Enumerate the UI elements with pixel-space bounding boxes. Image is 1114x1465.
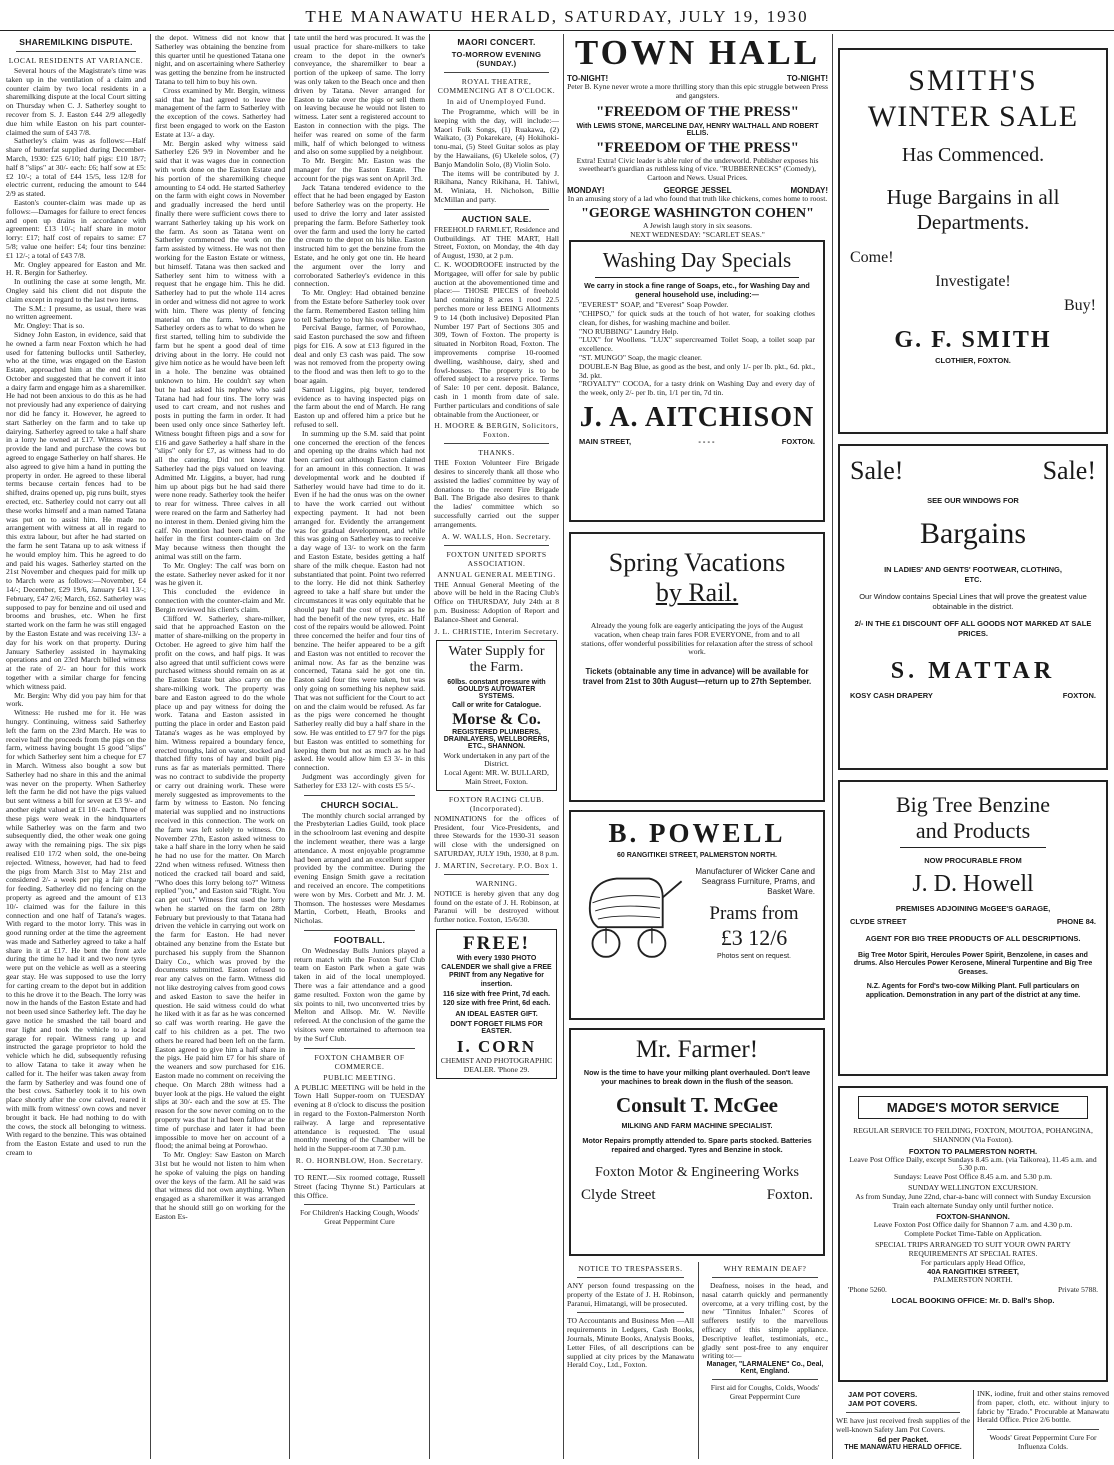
bigtree-agent: AGENT FOR BIG TREE PRODUCTS OF ALL DESCRIPTIONS. [865,934,1081,943]
film-title: "FREEDOM OF THE PRESS" [596,103,799,120]
pram-illustration [579,867,687,963]
ink-text: INK, iodine, fruit and other stains removed from paper, cloth, etc. without injury to fabric by "Erado." Procurable at Manawatu Herald Office. Price 2/6 bottle. [977,1389,1109,1425]
madge-timetable: Complete Pocket Time-Table on Application. [904,1229,1042,1239]
washing-street: MAIN STREET, [579,436,632,446]
article-paragraph: Mr. Bergin asked why witness said Satherley £26 9/9 in November and he said that it was wages due in connection with work done on the Easton Estate and his portion of the sharemilking cheque amounting to £4 odd. He started Satherley on the farm with eight cows in November and gradually increased the herd until finally there were sufficient cows there to warrant Satherley taking up his work on the farm. As soon as Tatana went on Satherley commenced the work on the farm assisted by witness. He was not then working for the Easton Estate or witness, but himself. Tatana was then sacked and Satherley sent him to witness with a request that he engage him. This he did. Satherley had to put the whole 114 acres in order and witness did not agree to work with him. There was plenty of fencing material on the farm. Witness gave Satherley orders as to what to do when he first started, telling him to subdivide the farm but he spent a good deal of time driving about in the lorry. He could not give him notice as he would have been left in a hole. The benzine was obtained unknown to him. He couldn't say when but he had asked his nephew who said Tatana had had four tins. The lorry was used to cart cream, and not rushes and posts in putting the farm in order. It had been used only once since Satherley left. Witness bought fifteen pigs and a sow for £16 and gave Satherley a half share in the "slips" only for £7, as witness had to do all the catering. Did not know that Satherley had the pigs valued on leaving. Admitted Mr. Liggins, a buyer, had rung him up about pigs but he had said there were none ready. Satherley took the heifer to rear for witness. Three calves in all were reared on the farm and Satherley had no interest in them. Denied giving him the calf. No mention had been made of the heifer in the first counter-claim on 3rd May because witness then thought the animal was still on the farm. [155,138,285,562]
farmer-title: Mr. Farmer! [635,1036,759,1063]
film-cohen-sub: A Jewish laugh story in six seasons. [642,220,753,230]
auction-details: C. K. WOODROOFE instructed by the Mortgagee, will offer for sale by public auction at the abovementioned time and place:— THOSE PIECES of freehold land containing 8 acres 1 rood 22.5 perches more or less BEING Allotments 9 to 14 (both inclusive) Deposited Plan Number 197 Part of Sections 305 and 309, Town of Foxton. The property is situated in Norbiton Road, Foxton. The improvements comprise 10-roomed dwelling, washhouse, dairy, shed and fowl-houses. The property is to be offered subject to a reserve price. Terms of Sale: 10 per cent. deposit. Balance, cash in 1 month from date of sale. Further particulars and conditions of sale obtainable from the Auctioneer, or [434,259,559,419]
accountants-text: TO Accountants and Business Men —All requirements in Ledgers, Cash Books, Journals, Minute Books, Analysis Books, Letter Files, of all descriptions can be supplied at city prices by the Manawatu Herald Coy., Ltd., Foxton. [567,1316,694,1370]
washing-item: "LUX" for Woollens. "LUX" supercreamed Toilet Soap, a toilet soap par excellence. [579,335,815,354]
jam-text: WE have just received fresh supplies of the well-known Safety Jam Pot Covers. [836,1416,970,1434]
auction-summary: FREEHOLD FARMLET, Residence and Outbuildings. AT THE MART, Hall Street, Foxton, on Monday, the 4th day of August, 1930, at 2 p.m. [434,224,559,261]
bigtree-premises: PREMISES ADJOINING McGEE'S GARAGE, [895,904,1051,913]
madge-special: SPECIAL TRIPS ARRANGED TO SUIT YOUR OWN PARTY REQUIREMENTS AT SPECIAL RATES. [875,1239,1071,1258]
column-5 [567,34,828,1459]
madge-office: 40A RANGITIKEI STREET, [927,1267,1019,1277]
mattar-sale-ad [838,444,1108,770]
article-paragraph: This concluded the evidence in connection with the counter-claim and Mr. Bergin reviewed his client's claim. [155,587,285,614]
bigtree-title: Big Tree Benzine [896,792,1050,817]
madge-leave3: Leave Foxton Post Office daily for Shannon 7 a.m. and 4.30 p.m. [873,1220,1073,1230]
article-paragraph: Mr. Ongley: That is so. [14,321,85,331]
column-rule [832,34,833,1459]
free-brand: I. CORN [456,1037,537,1057]
water-plumbers: REGISTERED PLUMBERS, DRAINLAYERS, WELLBORERS, ETC., SHANNON. [443,728,550,750]
washing-dashes: - - - - [698,436,715,446]
column-3 [294,34,425,1459]
spring-title-rail: by Rail. [655,578,739,607]
free-print-ad [436,929,557,1079]
smith-winter-sale: WINTER SALE [867,100,1079,133]
powell-address: 60 RANGITIKEI STREET, PALMERSTON NORTH. [617,852,777,859]
thanks-text: THE Foxton Volunteer Fire Brigade desires to sincerely thank all those who assisted the ladies' committee by way of donations to the recent Fire Brigade Ball. The Brigade also desires to thank the ladies' committee which so successfully carried out the supper arrangements. [434,458,559,529]
bigtree-phone: PHONE 84. [1056,917,1096,926]
madge-regular: REGULAR SERVICE TO FEILDING, FOXTON, MOUTOA, POHANGINA, SHANNON (Via Foxton). [853,1126,1093,1144]
deaf-text: Deafness, noises in the head, and nasal catarrh quickly and permanently overcome, at a very trifling cost, by the new "Tinnitus Inhaler." Scores of sufferers testify to the marvellous efficacy of this simple appliance. Descriptive leaflet, testimonials, etc., gladly sent post-free to any enquirer writing to:— [702,1281,828,1361]
column-4 [434,34,559,1459]
column-rule [289,34,290,1459]
washing-item: "NO RUBBING" Laundry Help. [579,326,679,336]
powell-prams: Prams from [709,903,799,924]
town-hall-title: TOWN HALL [574,34,821,72]
powell-ad [569,810,825,1020]
film-title-cohen: "GEORGE WASHINGTON COHEN" [581,205,814,221]
jam-line1: JAM POT COVERS. [848,1390,918,1399]
column-rule [150,34,151,1459]
farmer-specialist: MILKING AND FARM MACHINE SPECIALIST. [621,1121,773,1130]
spring-vacations-ad [569,532,825,802]
madge-route2: FOXTON-SHANNON. [936,1212,1010,1222]
washing-item: "ROYALTY" COCOA, for a tasty drink on Washing Day and every day of the week, only 2/- per lb. tin, 1/1 per tin, 7d tin. [579,379,815,398]
powell-products: Manufacturer of Wicker Cane and Seagrass Furniture, Prams, and Basket Ware. [695,867,815,896]
free-gift: AN IDEAL EASTER GIFT. [455,1011,538,1019]
article-paragraph: Judgment was accordingly given for Satherley for £33 12/- with costs £5 5/-. [294,771,425,790]
article-paragraph: To Mr. Bergin: Mr. Easton was the manager for the Easton Estate. The account for the pigs was sent on April 3rd. [294,156,425,183]
article-paragraph: To Mr. Ongley: Saw Easton on March 31st but he would not listen to him when he spoke of valuing the pigs on handing over the keys of the farm. All he said was that witness did not own anything. When engaged as a sharemilker it was arranged that he should still go on working for the Easton Es- [155,1150,285,1221]
article-paragraph: Easton's counter-claim was made up as follows:—Damages for failure to erect fences and open up drains in accordance with agreement: £13 10/-; half share in motor lorry: £17; half cost of repairs to same: £7 5/8; value one heifer: £4; four tins benzine: £1 12/-; a total of £43 7/8. [6,197,146,260]
town-hall-ad [567,34,828,239]
water-title: Water Supply for the Farm. [448,643,545,675]
trespassers-heading: NOTICE TO TRESPASSERS. [578,1264,683,1273]
ink-cough: Woods' Great Peppermint Cure For Influenza Colds. [989,1433,1097,1451]
monday-right: MONDAY! [790,185,828,195]
madge-city: PALMERSTON NORTH. [933,1275,1013,1285]
article-paragraph: Mr. Bergin: Why did you pay him for that work. [6,690,146,709]
farmer-text: Now is the time to have your milking plant overhauled. Don't leave your machines to break down in the flush of the season. [583,1068,811,1086]
thanks-signature: A. W. WALLS, Hon. Secretary. [441,531,552,541]
article-paragraph: Witness: He rushed me for it. He was hungry. Continuing, witness said Satherley left the farm on the 23rd March. He was to receive half the proceeds from the pigs on the farm, witness having bought 15 good "slips" for which Satherley sent him a cheque for £7 in March. Witness also bought a sow but Satherley had no share in this and the animal was never on the property. When Satherley left the farm he did not have the pigs valued but sent witness a bill for seven at £3 9/- and another eight valued at £1 10/- each. Three of these pigs were weak in the hindquarters while Satherley was on the farm and two subsequently died, the other weak one going away with the remaining pigs. The six pigs realised £10 17/2 when sold, the one-being rejected. Witness, however, had had to feed the pigs from March 31st to May 21st and considered 2/- a week per pig a fair charge for feeding. Satherley did no fencing on the property as agreed and the amount of £13 10/- claimed was for the failure in this connection and one half of Tatana's wages. With regard to the motor lorry. This was in good running order at the time the agreement was made and Satherley agreed to take a half share in it at £17. He bent the front axle during the time he had it and two new tyres were put on the vehicle as well as a steering gear stay. He was supposed to use the lorry for carting cream to the depot but in addition to this he drove it to the Beach. The lorry was now in the hands of the Easton Estate and had not been used since Satherley left. The day he gave notice he smashed the tail board and rear light and took the vehicle to a local garage for repair. Witness rang up and instructed the garage proprietor to hold the vehicle which he did, subsequently refusing to allow Tatana to take it away when he called for it. The heifer was taken away from the farm by Satherley and was found one of the best cows. Satherley took it to his own place shortly after the cow calved, reared it with milk from witness' own cows and never brought it back. He had nothing to do with the cows, the stock all belonging to witness. With regard to the benzine. This was obtained from the Easton Estate and used to run the cream to [6,708,146,1158]
monday-star: GEORGE JESSEL [663,185,732,195]
sports-subheading: ANNUAL GENERAL MEETING. [437,569,556,579]
article-paragraph: Several hours of the Magistrate's time was taken up in the ventilation of a claim and counter claim by two local residents in a sharemilking dispute at the local Court sitting on Thursday when C. J. Satherley sought to recover from S. J. Easton £44 2/9 allegedly due him while Easton on his part counter-claimed the sum of £43 7/8. [6,66,146,137]
madge-local: LOCAL BOOKING OFFICE: Mr. D. Ball's Shop. [891,1296,1055,1306]
free-dealer: CHEMIST AND PHOTOGRAPHIC DEALER. 'Phone 29. [440,1056,553,1074]
water-supply-ad [436,640,557,791]
monday-text: In an amusing story of a lad who found that truth like chickens, comes home to roost. [567,193,828,203]
trespassers-text: ANY person found trespassing on the property of the Estate of J. H. Robinson, Paranui, Himatangi, will be prosecuted. [567,1281,694,1308]
column-2 [155,34,285,1459]
farmer-town: Foxton. [766,1187,813,1203]
church-text: The monthly church social arranged by the Presbyterian Ladies Guild, took place in the schoolroom last evening and despite the inclement weather, there was a large attendance. A most enjoyable programme had been arranged and an excellent supper provided by the committee. During the evening Ensign Smith gave a recitation and received an encore. The competitions were won by Mrs. Corbett and Mr. J. M. Thomson. The hostesses were Mesdames Martin, Corbett, Heath, Brooks and Nicholas. [294,810,425,926]
washing-title: Washing Day Specials [595,248,799,278]
film-title-repeat: "FREEDOM OF THE PRESS" [596,139,799,156]
column-rule [563,34,564,1459]
article-paragraph: To Mr. Ongley: The calf was born on the estate. Satherley never asked for it nor was he given it. [155,560,285,588]
free-films: DON'T FORGET FILMS FOR EASTER. [450,1021,543,1036]
spring-title: Spring Vacations [608,548,786,577]
water-brand: Morse & Co. [452,710,541,728]
smith-title: SMITH'S [908,64,1038,97]
farmer-repairs: Motor Repairs promptly attended to. Spare parts stocked. Batteries repaired and charged. Tyres and Benzine in stock. [582,1136,812,1154]
column-rule [429,34,430,1459]
maori-subheading: TO-MORROW EVENING (SUNDAY.) [451,50,542,68]
cough-notice: For Children's Hacking Cough, Woods' Great Peppermint Cure [299,1208,420,1227]
article-paragraph: tate until the herd was procured. It was the usual practice for share-milkers to take cream to the depot in the owner's conveyance, the sharemilker to bear a portion of the upkeep of same. The lorry was only taken to the Beach once and then driven by Tatana. Never arranged for Easton to take over the pigs or sell them on leaving because he would not listen to witness. Later sent a registered account to Easton in connection with the pigs. The heifer was reared on some of the farm milk, half of which belonged to witness and also on some supplied by a neighbour. [294,34,425,157]
article-paragraph: Satherley's claim was as follows:—Half share of butterfat supplied during December-March, 1930: £25 6/10; half pigs: £10 18/7; half 8 "slips" at 30/- each: £6; half sow at £5: £2 10/-; a total of £44 15/5, less 12/8 for electric current, reducing the amount to £44 2/9 as stated. [6,136,146,199]
jam-price: 6d per Packet. [877,1434,929,1444]
smith-commenced: Has Commenced. [901,144,1045,166]
deaf-cough: First aid for Coughs, Colds, Woods' Great Peppermint Cure [710,1383,820,1401]
spring-tickets: Tickets (obtainable any time in advance) will be available for travel from 21st to 30th August—return up to 27th September. [582,667,812,686]
free-size-120: 120 size with free Print, 6d each. [442,999,551,1007]
football-heading: FOOTBALL. [333,934,386,945]
madge-leave1: Leave Post Office Daily, except Sundays 8.45 a.m. (via Taikorea), 11.45 a.m. and 5.30 p.m. [849,1154,1097,1173]
jam-pot-ad [836,1390,970,1451]
sale-discount: 2/- IN THE £1 DISCOUNT OFF ALL GOODS NOT MARKED AT SALE PRICES. [854,619,1092,638]
bigtree-street: CLYDE STREET [850,917,907,926]
rent-notice: TO RENT.—Six roomed cottage, Russell Street (facing Thynne St.) Particulars at this Office. [294,1173,425,1200]
sports-text: THE Annual General Meeting of the above will be held in the Racing Club's Office on THURSDAY, July 24th at 8 p.m. Business: Adoption of Report and Balance-Sheet and General. [434,579,559,624]
chamber-heading: FOXTON CHAMBER OF COMMERCE. [314,1052,405,1071]
auction-signature: H. MOORE & BERGIN, Solicitors, Foxton. [434,421,559,440]
washing-item: "CHIPSO," for quick suds at the touch of hot water, for soaking clothes clean, for dishes, for washing machine and boiler. [579,308,815,327]
washing-intro: We carry in stock a fine range of Soaps, etc., for Washing Day and general household use, including:— [584,281,810,299]
smith-come: Come! [850,249,894,266]
smith-brand: G. F. SMITH [894,327,1052,353]
washing-day-ad [569,240,825,522]
column-6 [836,34,1110,1459]
mattar-drapery: KOSY CASH DRAPERY [850,691,933,700]
madge-excursion: SUNDAY WELLINGTON EXCURSION. [908,1182,1038,1192]
washing-brand: J. A. AITCHISON [579,401,815,433]
monday-left: MONDAY! [567,185,605,195]
racing-signature: J. MARTIN, Secretary. P.O. Box 1. [434,860,559,870]
farmer-consult: Consult T. McGee [616,1093,778,1117]
trespassers-notice [567,1262,694,1370]
big-tree-benzine-ad [838,780,1108,1076]
water-district: Work undertaken in any part of the District. [443,750,550,769]
madge-phone: 'Phone 5260. [848,1285,887,1295]
water-pressure: 60lbs. constant pressure with GOULD'S AUTOWATER SYSTEMS. [447,678,546,700]
maori-programme: The Programme, which will be in keeping with the day, will include:— Maori Folk Songs, (1) Ruakawa, (2) Waikato, (3) Pokarekare, (4) Hokihoki-tonu-mai, (5) Steel Guitar solos as play by the Hawaiians, (6) Ukelele solos, (7) Banjo Mandolin Solo, (8) Violin Solo. [434,107,559,169]
warning-heading: WARNING. [475,878,518,888]
maori-performers: The items will be contributed by J. Rikihana, Nancy Rikihana, H. Tahiwi, M. Winiata, H. Nicholson, Billie McMillan and party. [434,168,559,204]
tonight-right: TO-NIGHT! [786,74,828,83]
sports-heading: FOXTON UNITED SPORTS ASSOCIATION. [446,549,547,568]
football-text: On Wednesday Bulls Juniors played a return match with the Foxton Surf Club team on Easton Park when a gate was taken in aid of the local unemployed. There was a fair attendance and a good game resulted. Foxton won the game by six points to nil, two unconverted tries by Melton and Allsop. Mr. W. Neville refereed. At the conclusion of the game the visitors were entertained to afternoon tea by the Surf Club. [294,945,425,1043]
article-heading: SHAREMILKING DISPUTE. [19,37,133,47]
film-extra: Extra! Extra! Civic leader is able ruler of the underworld. Publisher exposes his sweetheart's guardian as ruthless king of vice. "RUBBERNECKS" (Comedy), Cartoon and News. Usual Prices. [576,155,819,183]
mattar-town: FOXTON. [1062,691,1096,700]
article-paragraph: the depot. Witness did not know that Satherley was obtaining the benzine from this quarter until he questioned Tatana one night, and on ascertaining where Satherley was getting the benzine from he instructed Tatana to tell him to buy his own. [155,34,285,86]
farmer-street: Clyde Street [581,1187,656,1203]
article-paragraph: The S.M.: I presume, as usual, there was no written agreement. [6,303,146,322]
madge-leave2: Sundays: Leave Post Office 8.45 a.m. and 5.30 p.m. [893,1172,1053,1182]
smith-clothier: CLOTHIER, FOXTON. [935,356,1011,365]
smith-investigate: Investigate! [935,273,1011,290]
madge-excursion-text: As from Sunday, June 22nd, char-a-banc will connect with Sunday Excursion Train each alternate Sunday only until further notice. [855,1191,1091,1210]
article-paragraph: Sidney John Easton, in evidence, said that he owned a farm near Foxton which he had used for fattening bullocks until Satherley, who at the time, was engaged on the Easton Estate, approached him at the end of last October and suggested that he convert it into a dairy farm and engage him as a sharemilker. He had not been anxious to do this as he had not previously had any experience of dairying nor did he fancy it. However, he agreed to start Satherley on the farm and to take up dairying. Satherley agreed to take a half share in a lorry he owned at £17. Witness was to provide the land and purchase the cows but agreed to engage Satherley on half shares. He also agreed to give him a hand in putting the property in order. He agreed to these liberal terms because certain fences had to be shifted, drains opened up, pig runs built, styes erected, etc. Satherley could not carry out all these works himself and a man named Tatana was put on to assist him. He made no arrangement with witness at all in regard to this extra labour, but after he had started on the farm he sent Tatana up to ask witness if he would employ him. This he agreed to do and paid his wages. Satherley started on the 21st November and cheques paid for milk up to March were as follows:—November, £4 14/-; December, £29 19/6, January £41 13/-; February, £47 2/6; March, £62. Satherley was supposed to pay for benzine and oil used and brooms and brushes, etc. When he first started work on the farm he was still engaged by the Easton Estate and was receiving 13/- a day for his work on that property. During January Satherley assisted in haymaking operations and on 23rd March billed witness at the rate of 2/- an hour for this work together with a similar charge for fencing which witness paid. [6,329,146,691]
madge-apply: For particulars apply Head Office, [920,1257,1026,1267]
racing-heading: FOXTON RACING CLUB. (Incorporated). [448,794,545,813]
article-paragraph: In summing up the S.M. said that point one concerned the erection of the fences and opening up the drains which had not been carried out although Easton claimed for an amount in this connection. It was developmental work and he doubted if Satherley would have had time to do it. Even if he had the onus was on the owner to have the work carried out without expecting payment. It had not been arranged for. Evidently the arrangement was for gradual development, and while this was going on Satherley was to receive a day wage of 13/- to work on the farm and Easton Estate, besides getting a half share of the milk cheque. Easton had not substantiated that point. Point two referred to the lorry. He did not think Satherley agreed to take a half share but under the circumstances it was only equitable that he should pay half the cost of repairs as he had the benefit of the new tyres, etc. Half cost of the repairs would be allowed. Point three concerned the heifer and four tins of benzine. The heifer appeared to be a gift and Easton was not entitled to recover the animal now. As far as the benzine was concerned, Tatana said he got one tin. Easton said four tins were taken, but was only going on something his nephew said. That was not sufficient for the Court to act on and the claim would be refused. As far as the pigs were concerned he thought Satherley really did buy a half share in the sow. He was entitled to £7 9/7 for the pigs but Easton was entitled to something for keeping them but not as much as he had asked. He would allow him £3 3/- in this connection. [294,428,425,773]
auction-heading: AUCTION SALE. [461,213,532,224]
free-title: FREE! [463,933,530,955]
jam-office: THE MANAWATU HERALD OFFICE. [844,1443,962,1451]
smith-buy: Buy! [1064,297,1096,314]
smith-bargains: Huge Bargains in all Departments. [886,185,1060,234]
article-paragraph: Samuel Liggins, pig buyer, tendered evidence as to having inspected pigs on the farm about the end of March. He rang Easton up and offered him a price but he refused to sell. [294,384,425,430]
town-hall-intro: Peter B. Kyne never wrote a more thrilling story than this epic struggle between Press and gangsters. [567,82,828,100]
article-paragraph: Jack Tatana tendered evidence to the effect that he had been engaged by Easton before Satherley was on the property. He used to drive the lorry and later assisted preparing the farm. Before Satherley took over the farm and used the lorry he carted the cream to the depot on his bike. Easton instructed him to get the benzine from the Estate, and he only got one tin. He heard the argument over the lorry and corroborated Satherley's evidence in this connection. [294,182,425,289]
masthead-title: THE MANAWATU HERALD, SATURDAY, JULY 19, 1930 [305,7,809,26]
ink-ad [977,1390,1109,1452]
water-catalogue: Call or write for Catalogue. [451,701,542,709]
tonight-left: TO-NIGHT! [567,74,609,83]
free-size-116: 116 size with free Print, 7d each. [443,991,550,999]
article-paragraph: In outlining the case at some length, Mr. Ongley said his client did not dispute the claim except in regard to the last two items. [6,277,146,304]
sale-footwear: IN LADIES' AND GENTS' FOOTWEAR, CLOTHING, ETC. [884,565,1062,584]
bigtree-brand: J. D. Howell [912,871,1034,897]
jam-line2: JAM POT COVERS. [848,1399,918,1408]
chamber-subheading: PUBLIC MEETING. [323,1072,396,1082]
article-paragraph: Percival Bauge, farmer, of Porowhao, said Easton purchased the sow and fifteen pigs for £16. A sow at £13 figured in the deal and only £3 cash was paid. The sow was not removed from the property owing to the flood and was then left to go to the boar again. [294,323,425,386]
sports-signature: J. L. CHRISTIE, Interim Secretary. [434,626,559,636]
maori-heading: MAORI CONCERT. [457,37,536,47]
article-paragraph: Cross examined by Mr. Bergin, witness said that he had agreed to leave the management of the farm to Satherley with the exception of the cows. Satherley had first been engaged to work on the Easton Estate at 13/- a day. [155,85,285,139]
madge-motor-service-ad [838,1086,1108,1382]
powell-title: B. POWELL [608,818,786,848]
madge-route1: FOXTON TO PALMERSTON NORTH. [908,1146,1038,1156]
bigtree-products: and Products [900,818,1046,848]
bigtree-text: Big Tree Motor Spirit, Hercules Power Spirit, Benzolene, in cases and drums. Also Hercules Power Kerosene, Mineral Turpentine and Big Tree Greases. [853,951,1093,976]
farmer-works: Foxton Motor & Engineering Works [595,1165,799,1180]
masthead [0,0,1114,31]
sale-window: Our Window contains Special Lines that will prove the greatest value obtainable in the district. [859,592,1087,611]
article-paragraph: Clifford W. Satherley, share-milker, said that he approached Easton on the matter of share-milking on the property in October. He agreed to give him half the profit on the cows, and half pigs. It was also agreed that until sufficient cows were purchased witness should remain on as at the Easton Estate but also carry on the share-milking work. The property was bare and Easton agreed to do the whole place up and pay witness for doing the work. Tatana and Easton assisted in putting the place in order and Easton paid Tatana's wages as he was employed by him. Witness repaired a boundary fence, erected troughs, laid on water, stocked and thatched fifty tons of hay and built pig-runs as far as materials permitted. There was no contract to subdivide the property or carry out draining work. These were merely suggested as improvements to the farm by witness to Easton. No fencing material was supplied and no instructions received in this connection. The work on the farm was left solely to witness. On November 27th, Easton asked witness to take a half share in the lorry when he said he had no use for the matter. On March 22nd when witness refused. Witness then noticed the cracked tail board and said, "Who does this lorry belong to?" Witness replied "you," and Easton said "Right. You can get out." Witness first used the lorry when he started on the farm on 28th February but previously to that Tatana had driven the vehicle in carrying out work on the farm for Easton. He had never obtained any benzine from the Estate but purchased his supply from the Shannon Dairy Co., which was proved by the documents submitted. Easton refused to rear any calves on the farm. Witness did not like destroying calves from good cows and asked Easton to save the heifer in question. He said witness could do what he liked with it as far as he was concerned so calf was worth rearing. He gave the calf to his children as a pet. The two others he reared had been left on the farm. Easton agreed to give him a half share in the pigs. He paid him £7 for his share of the weaners and sow purchased for £16. Easton made no comment on receiving the cheque. On March 28th witness had a buyer look at the pigs. He valued the eight slips at 30/- each and the sow at £5. The reason for the sow never coming on to the property was that it had been fallow at the time of purchase and later it had been impossible to move her on account of a flood; the animal being at Porowhao. [155,613,285,1151]
column-1 [6,34,146,1459]
film-cast: With LEWIS STONE, MARCELINE DAY, HENRY WALTHALL AND ROBERT ELLIS. [576,122,819,137]
deaf-heading: WHY REMAIN DEAF? [723,1264,807,1273]
sale-bargains: Bargains [919,517,1027,550]
warning-text: NOTICE is hereby given that any dog found on the estate of J. H. Robinson, at Paranui will be destroyed without further notice. Foxton, 15/6/30. [434,888,559,925]
mattar-brand: S. MATTAR [890,658,1056,684]
free-offer: With every 1930 PHOTO CALENDER we shall give a FREE PRINT from any Negative for insertion. [441,955,552,988]
mr-farmer-ad [569,1028,825,1256]
bigtree-agents: N.Z. Agents for Ford's two-cow Milking Plant. Full particulars on application. Demonstration in any part of the district at any time. [865,983,1081,999]
chamber-text: A PUBLIC MEETING will be held in the Town Hall Supper-room on TUESDAY evening at 8 o'clock to discuss the position in regard to the Foxton-Palmerston North railway. A large and representative attendance is requested. The usual monthly meeting of the Chamber will be held in the Supper-room at 7.30 p.m. [294,1082,425,1154]
bigtree-procurable: NOW PROCURABLE FROM [924,856,1022,865]
chamber-signature: R. O. HORNBLOW, Hon. Secretary. [295,1156,424,1166]
madge-private: Private 5788. [1058,1285,1098,1295]
maori-venue: ROYAL THEATRE, COMMENCING AT 8 O'CLOCK. [437,77,556,95]
sale-see-windows: SEE OUR WINDOWS FOR [927,496,1019,505]
article-paragraph: To Mr. Ongley: Had obtained benzine from the Estate before Satherley took over the farm. Remembered Easton telling him to tell Satherley to buy his own benzine. [294,288,425,324]
washing-town: FOXTON. [781,436,815,446]
deaf-notice [702,1262,828,1402]
maori-cause: In aid of Unemployed Fund. [446,97,547,106]
washing-item: "EVEREST" SOAP, and "Everest" Soap Powder. [579,300,729,310]
deaf-signature: Manager, "LARMALENE" Co., Deal, Kent, England. [706,1361,824,1376]
washing-item: "ST. MUNGO" Soap, the magic cleaner. [579,352,702,362]
article-subheading: LOCAL RESIDENTS AT VARIANCE. [8,56,144,65]
sale-left: Sale! [850,456,904,485]
article-paragraph: Mr. Ongley appeared for Easton and Mr. H. R. Bergin for Satherley. [6,259,146,278]
spring-text: Already the young folk are eagerly anticipating the joys of the August vacation, when cheap train fares FOR EVERYONE, from and to all stations, offer wonderful possibilities for relaxation after the stress of school work. [581,621,813,657]
madge-title: MADGE'S MOTOR SERVICE [858,1096,1088,1119]
racing-text: NOMINATIONS for the offices of President, four Vice-Presidents, and three Stewards for the 1930-31 season will close with the undersigned on SATURDAY, JULY 19th, 1930, at 8 p.m. [434,813,559,859]
water-agent: Local Agent: MR. W. BULLARD, Main Street, Foxton. [444,768,549,787]
church-heading: CHURCH SOCIAL. [320,799,399,810]
washing-item: DOUBLE-N Bag Blue, as good as the best, and only 1/- per lb. pkt., 6d. pkt., 3d. pkt. [579,361,815,380]
smith-winter-sale-ad [838,48,1108,434]
powell-photos: Photos sent on request. [717,953,791,960]
sale-right: Sale! [1042,456,1096,485]
thanks-heading: THANKS. [478,448,515,458]
powell-price: £3 12/6 [720,925,788,950]
next-wednesday: NEXT WEDNESDAY: "SCARLET SEAS." [630,229,765,239]
